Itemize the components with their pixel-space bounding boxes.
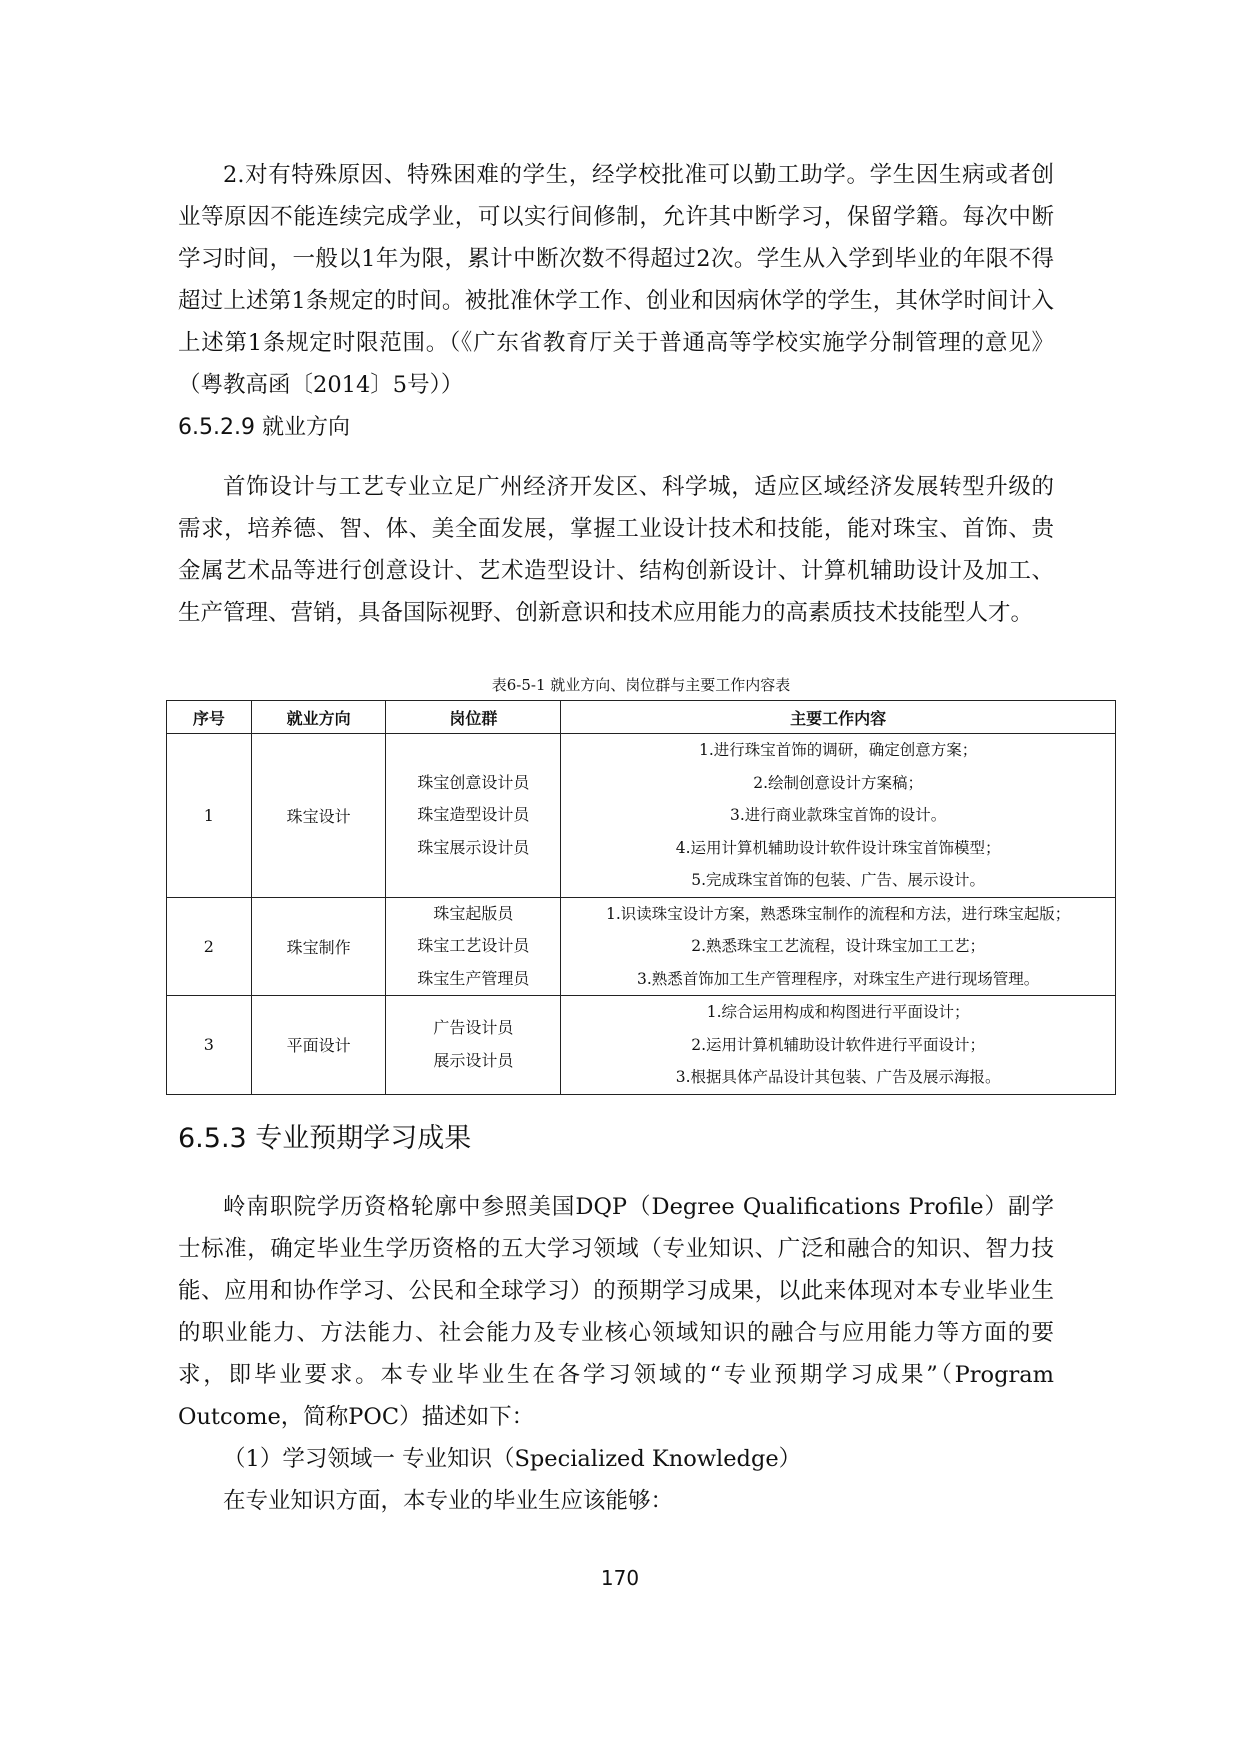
work-item: 3.进行商业款珠宝首饰的设计。 [729, 806, 947, 824]
row-no: 1 [167, 734, 252, 898]
work-item: 2.熟悉珠宝工艺流程，设计珠宝加工工艺； [691, 937, 986, 955]
row-positions [386, 996, 561, 1095]
section-heading-employment: 6.5.2.9 就业方向 [178, 415, 350, 440]
position-item: 珠宝工艺设计员 [417, 936, 530, 955]
work-item: 3.熟悉首饰加工生产管理程序，对珠宝生产进行现场管理。 [636, 969, 1040, 988]
row-no: 3 [167, 996, 252, 1095]
paragraph-employment: 首饰设计与工艺专业立足广州经济开发区、科学城，适应区域经济发展转型升级的需求，培养德、智、体、美全面发展，掌握工业设计技术和技能，能对珠宝、首饰、贵金属艺术品等进行创意设计、艺术造型设计、结构创新设计、计算机辅助设计及加工、生产管理、营销，具备国际视野、创新意识和技术应用能力的高素质技术技能型人才。 [178, 474, 1054, 626]
position-item: 珠宝展示设计员 [417, 837, 530, 857]
paragraph-outcomes: 岭南职院学历资格轮廓中参照美国DQP（Degree Qualifications Profile）副学士标准，确定毕业生学历资格的五大学习领域（专业知识、广泛和融合的知识、智力技能、应用和协作学习、公民和全球学习）的预期学习成果，以此来体现对本专业毕业生的职业能力、方法能力、社会能力及专业核心领域知识的融合与应用能力等方面的要求，即毕业要求。本专业毕业生在各学习领域的“专业预期学习成果”（Program Outcome，简称POC）描述如下： [178, 1194, 1054, 1430]
work-item: 2.绘制创意设计方案稿； [753, 773, 924, 792]
employment-table [166, 700, 1116, 1095]
row-work [561, 734, 1116, 898]
work-item: 2.运用计算机辅助设计软件进行平面设计； [691, 1035, 986, 1054]
row-work [561, 996, 1116, 1095]
position-item: 珠宝造型设计员 [417, 805, 530, 824]
row-direction: 珠宝设计 [251, 734, 386, 898]
header-direction: 就业方向 [251, 701, 386, 734]
work-item: 5.完成珠宝首饰的包装、广告、展示设计。 [691, 871, 986, 889]
table-caption: 表6-5-1 就业方向、岗位群与主要工作内容表 [491, 676, 791, 694]
work-item: 1.识读珠宝设计方案，熟悉珠宝制作的流程和方法，进行珠宝起版； [605, 904, 1071, 923]
table-row [167, 897, 1116, 996]
header-work: 主要工作内容 [561, 701, 1116, 734]
work-item: 3.根据具体产品设计其包装、广告及展示海报。 [675, 1068, 1001, 1086]
page-number: 170 [600, 1566, 640, 1590]
table-header-row [167, 701, 1116, 734]
position-item: 展示设计员 [433, 1050, 514, 1070]
position-item: 珠宝起版员 [433, 903, 514, 923]
row-work [561, 897, 1116, 996]
position-item: 广告设计员 [433, 1018, 514, 1038]
row-direction: 珠宝制作 [251, 897, 386, 996]
work-item: 4.运用计算机辅助设计软件设计珠宝首饰模型； [675, 838, 1001, 857]
row-no: 2 [167, 897, 252, 996]
row-positions [386, 897, 561, 996]
table-row [167, 734, 1116, 898]
row-positions [386, 734, 561, 898]
work-item: 1.进行珠宝首饰的调研，确定创意方案； [698, 741, 978, 759]
work-item: 1.综合运用构成和构图进行平面设计； [706, 1003, 970, 1021]
learning-domain-1: （1）学习领域一 专业知识（Specialized Knowledge） [223, 1446, 802, 1472]
position-item: 珠宝生产管理员 [417, 968, 530, 988]
table-row [167, 996, 1116, 1095]
paragraph-leave-policy: 2.对有特殊原因、特殊困难的学生，经学校批准可以勤工助学。学生因生病或者创业等原因不能连续完成学业，可以实行间修制，允许其中断学习，保留学籍。每次中断学习时间，一般以1年为限，累计中断次数不得超过2次。学生从入学到毕业的年限不得超过上述第1条规定的时间。被批准休学工作、创业和因病休学的学生，其休学时间计入上述第1条规定时限范围。（《广东省教育厅关于普通高等学校实施学分制管理的意见》（粤教高函〔2014〕5号）） [178, 162, 1054, 398]
section-heading-outcomes: 6.5.3 专业预期学习成果 [178, 1123, 472, 1154]
position-item: 珠宝创意设计员 [417, 772, 530, 792]
learning-domain-1-intro: 在专业知识方面，本专业的毕业生应该能够： [223, 1488, 674, 1514]
row-direction: 平面设计 [251, 996, 386, 1095]
header-positions: 岗位群 [386, 701, 561, 734]
header-no: 序号 [167, 701, 252, 734]
